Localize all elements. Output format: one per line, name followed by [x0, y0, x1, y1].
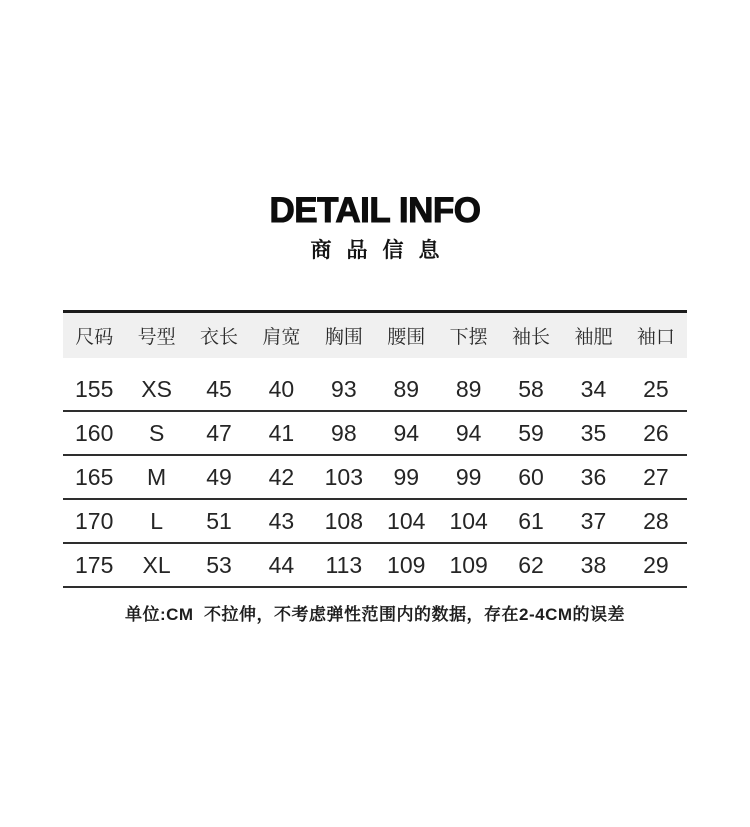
- table-cell: 29: [643, 551, 669, 578]
- table-cell: 41: [268, 419, 295, 446]
- table-cell: 104: [387, 507, 426, 534]
- table-cell: 36: [580, 463, 607, 490]
- page-subtitle: 商品信息: [310, 239, 455, 262]
- table-cell: 27: [643, 463, 669, 490]
- table-cell: 40: [268, 375, 295, 402]
- col-header-sleeve-width: 袖肥: [574, 327, 613, 348]
- table-cell: 37: [580, 507, 607, 534]
- table-cell: L: [150, 507, 163, 534]
- col-header-shoulder-width: 肩宽: [262, 327, 301, 348]
- table-cell: 26: [643, 419, 669, 446]
- table-cell: 109: [449, 551, 488, 578]
- col-header-sleeve-length: 袖长: [512, 327, 551, 348]
- col-header-hem: 下摆: [449, 327, 488, 348]
- table-row-175-xl: [63, 544, 687, 588]
- table-cell: 45: [206, 375, 232, 402]
- table-cell: 34: [580, 375, 607, 402]
- table-cell: 61: [518, 507, 544, 534]
- table-cell: 165: [75, 463, 114, 490]
- col-header-model: 号型: [137, 327, 176, 348]
- table-cell: 38: [580, 551, 607, 578]
- table-cell: 49: [206, 463, 232, 490]
- table-cell: 108: [324, 507, 364, 534]
- table-cell: 99: [393, 463, 420, 490]
- size-chart-table: [63, 310, 687, 588]
- table-cell: S: [148, 419, 165, 446]
- table-row-165-m: [63, 456, 687, 500]
- table-cell: 175: [75, 551, 114, 578]
- table-cell: 93: [331, 375, 357, 402]
- table-cell: 44: [268, 551, 295, 578]
- table-cell: 25: [643, 375, 669, 402]
- page-title: DETAIL INFO: [269, 191, 481, 230]
- table-cell: 98: [331, 419, 357, 446]
- table-cell: 60: [518, 463, 544, 490]
- table-cell: 99: [455, 463, 482, 490]
- table-header-row: [63, 310, 687, 358]
- product-detail-page: [0, 192, 750, 827]
- col-header-waist: 腰围: [387, 327, 426, 348]
- table-cell: XS: [141, 375, 172, 402]
- table-row-170-l: [63, 500, 687, 544]
- table-cell: 53: [206, 551, 232, 578]
- table-cell: 170: [75, 507, 114, 534]
- table-cell: 104: [449, 507, 488, 534]
- col-header-size-code: 尺码: [75, 327, 114, 348]
- table-cell: 109: [387, 551, 426, 578]
- col-header-cuff: 袖口: [636, 327, 675, 348]
- table-cell: 113: [325, 551, 363, 578]
- table-cell: 47: [206, 419, 232, 446]
- table-cell: 103: [324, 463, 364, 490]
- table-cell: 43: [268, 507, 295, 534]
- table-cell: 155: [75, 375, 114, 402]
- table-cell: 89: [455, 375, 482, 402]
- table-cell: 58: [518, 375, 544, 402]
- table-cell: 59: [518, 419, 544, 446]
- table-cell: 160: [75, 419, 114, 446]
- table-cell: 28: [643, 507, 669, 534]
- table-cell: M: [147, 463, 167, 490]
- table-cell: 51: [206, 507, 232, 534]
- table-cell: 94: [393, 419, 420, 446]
- table-cell: 89: [393, 375, 420, 402]
- header-row-gap: [63, 358, 687, 368]
- table-cell: 94: [455, 419, 482, 446]
- table-cell: XL: [142, 551, 171, 578]
- col-header-bust: 胸围: [324, 327, 363, 348]
- unit-disclaimer-note: 单位:CM 不拉伸，不考虑弹性范围内的数据，存在2-4CM的误差: [124, 605, 626, 624]
- table-cell: 42: [268, 463, 295, 490]
- table-row-160-s: [63, 412, 687, 456]
- col-header-garment-length: 衣长: [200, 327, 239, 348]
- table-row-155-xs: [63, 368, 687, 412]
- table-cell: 62: [518, 551, 544, 578]
- table-cell: 35: [580, 419, 607, 446]
